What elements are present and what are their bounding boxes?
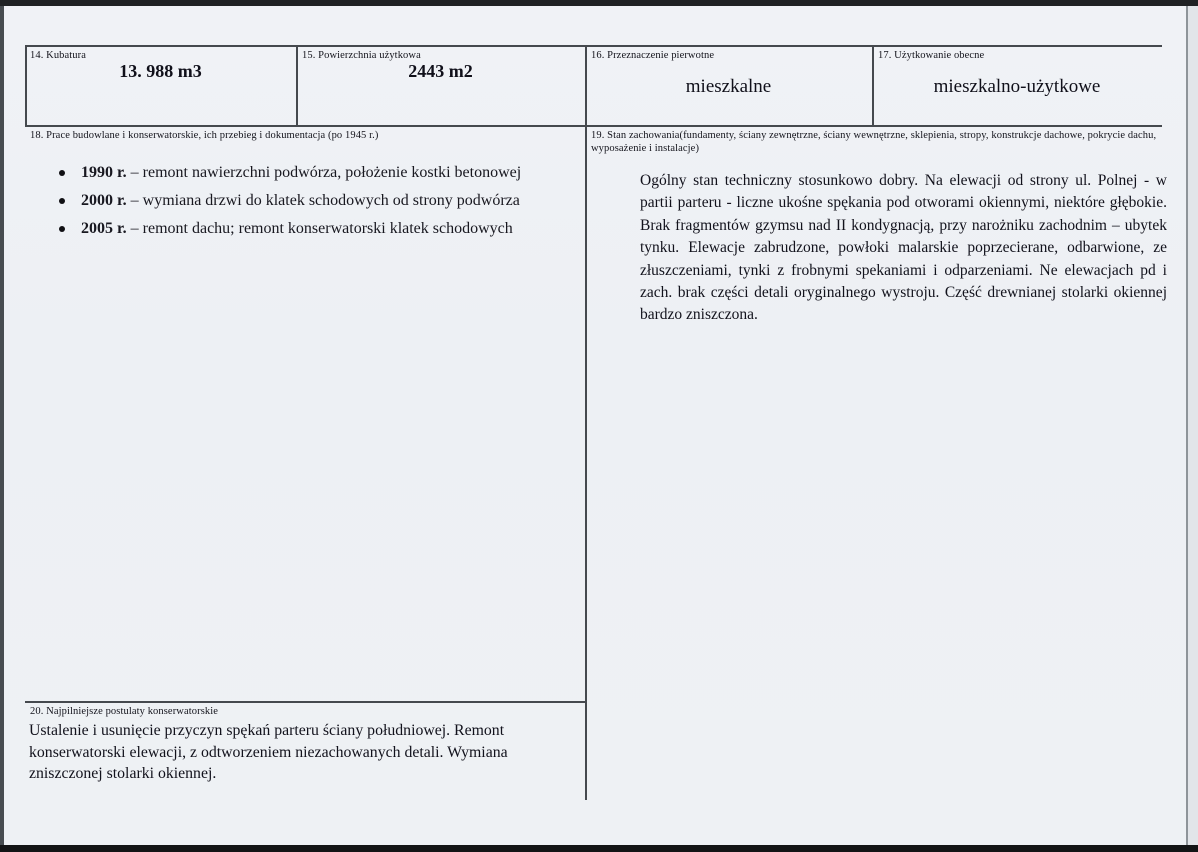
field-17-label: 17. Użytkowanie obecne [878, 50, 985, 61]
field-17-value: mieszkalno-użytkowe [933, 76, 1101, 97]
table-line-left [25, 45, 27, 127]
section-19-label: 19. Stan zachowania(fundamenty, ściany zewnętrzne, ściany wewnętrzne, sklepienia, stropy, konstrukcje dachowe, pokrycie dachu, wyposażenie i instalacje) [591, 130, 1157, 154]
works-item [55, 163, 565, 182]
section-18-works-list [55, 163, 565, 247]
works-item-year: 1990 r. [81, 164, 127, 181]
section-18-label: 18. Prace budowlane i konserwatorskie, ich przebieg i dokumentacja (po 1945 r.) [30, 130, 379, 141]
field-15-label: 15. Powierzchnia użytkowa [302, 50, 421, 61]
works-item [55, 191, 565, 210]
scanner-edge-bottom [0, 845, 1198, 852]
table-divider-14-15 [296, 45, 298, 127]
table-line-section20-top [25, 701, 587, 703]
section-20-label: 20. Najpilniejsze postulaty konserwatorskie [30, 706, 219, 717]
scanner-edge-left [0, 6, 4, 845]
works-item-year: 2000 r. [81, 192, 127, 209]
section-19-body: Ogólny stan techniczny stosunkowo dobry. Na elewacji od strony ul. Polnej - w partii parteru - liczne ukośne spękania pod otworami okiennymi, niektóre głębokie. Brak fragmentów gzymsu nad II kondygnacją, przy narożniku zachodnim – ubytek tynku. Elewacje zabrudzone, powłoki malarskie poprzecierane, odbarwione, ze złuszczeniami, tynki z frobnymi spekaniami i odparzeniami. Ne elewacjach pd i zach. brak części detali oryginalnego wystroju. Część drewnianej stolarki okiennej bardzo zniszczona. [640, 172, 1167, 324]
page-edge-right [1186, 6, 1198, 845]
field-15-value: 2443 m2 [408, 61, 473, 81]
field-14-value: 13. 988 m3 [119, 61, 202, 81]
field-16-label: 16. Przeznaczenie pierwotne [591, 50, 715, 61]
table-divider-center [585, 45, 587, 800]
works-item-text: – remont nawierzchni podwórza, położenie kostki betonowej [126, 164, 522, 181]
scanner-edge-top [0, 0, 1198, 6]
field-16-value: mieszkalne [685, 76, 772, 97]
works-item-text: – wymiana drzwi do klatek schodowych od strony podwórza [126, 192, 520, 209]
field-14-label: 14. Kubatura [30, 50, 87, 61]
works-item [55, 219, 565, 238]
table-line-row1-bottom [25, 125, 1162, 127]
table-line-top [25, 45, 1162, 47]
works-item-year: 2005 r. [81, 220, 127, 237]
works-item-text: – remont dachu; remont konserwatorski klatek schodowych [126, 220, 513, 237]
section-20-body: Ustalenie i usunięcie przyczyn spękań parteru ściany południowej. Remont konserwatorski elewacji, z odtworzeniem niezachowanych detali. Wymiana zniszczonej stolarki okiennej. [29, 722, 508, 782]
